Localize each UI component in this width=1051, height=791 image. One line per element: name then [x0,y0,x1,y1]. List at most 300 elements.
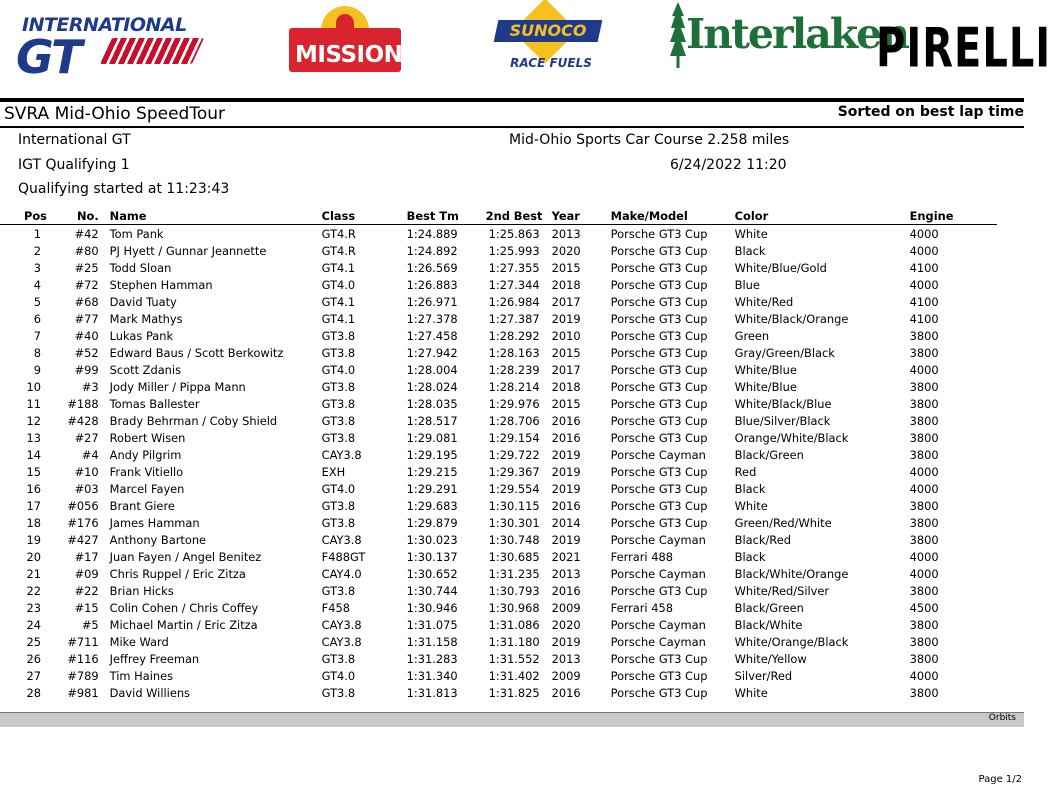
position-cell: 1 [33,226,41,241]
color-cell: Orange/White/Black [734,430,849,445]
best-time-cell: 1:29.081 [406,430,458,445]
make-model-cell: Porsche GT3 Cup [610,260,708,275]
color-cell: White/Orange/Black [734,634,849,649]
year-cell: 2013 [551,651,581,666]
make-model-cell: Porsche GT3 Cup [610,328,708,343]
series-name: International GT [18,132,131,148]
best-time-cell: 1:31.075 [406,617,458,632]
make-model-cell: Porsche GT3 Cup [610,396,708,411]
color-cell: White [734,498,768,513]
class-cell: GT3.8 [321,651,356,666]
driver-name-cell: Colin Cohen / Chris Coffey [109,600,259,615]
session-datetime: 6/24/2022 11:20 [670,157,787,173]
color-cell: Red [734,464,757,479]
table-row [0,548,997,565]
year-cell: 2013 [551,566,581,581]
international-gt-logo: INTERNATIONAL GT [14,12,204,82]
car-number-cell: #5 [81,617,99,632]
second-best-cell: 1:30.748 [488,532,540,547]
driver-name-cell: Jeffrey Freeman [109,651,200,666]
class-cell: F488GT [321,549,366,564]
best-time-cell: 1:28.035 [406,396,458,411]
second-best-cell: 1:29.154 [488,430,540,445]
car-number-cell: #789 [67,668,99,683]
car-number-cell: #10 [74,464,99,479]
engine-cell: 3800 [909,379,939,394]
best-time-cell: 1:27.458 [406,328,458,343]
driver-name-cell: Edward Baus / Scott Berkowitz [109,345,284,360]
tree-icon [670,2,686,70]
driver-name-cell: Brian Hicks [109,583,174,598]
class-cell: GT3.8 [321,345,356,360]
event-title: SVRA Mid-Ohio SpeedTour [4,104,225,124]
driver-name-cell: Jody Miller / Pippa Mann [109,379,246,394]
car-number-cell: #711 [67,634,99,649]
year-cell: 2018 [551,277,581,292]
make-model-cell: Porsche GT3 Cup [610,481,708,496]
make-model-cell: Porsche GT3 Cup [610,311,708,326]
second-best-cell: 1:28.292 [488,328,540,343]
table-row [0,242,997,259]
engine-cell: 3800 [909,515,939,530]
col-header: 2nd Best [486,208,552,225]
title-rule [0,126,1024,128]
car-number-cell: #40 [74,328,99,343]
color-cell: White/Blue [734,379,797,394]
position-cell: 6 [33,311,41,326]
color-cell: Silver/Red [734,668,793,683]
table-row [0,463,997,480]
position-cell: 20 [26,549,41,564]
driver-name-cell: Tim Haines [109,668,174,683]
table-row [0,667,997,684]
table-row [0,633,997,650]
car-number-cell: #176 [67,515,99,530]
make-model-cell: Porsche GT3 Cup [610,464,708,479]
position-cell: 22 [26,583,41,598]
driver-name-cell: Robert Wisen [109,430,186,445]
color-cell: White/Black/Orange [734,311,849,326]
engine-cell: 4000 [909,277,939,292]
year-cell: 2019 [551,532,581,547]
second-best-cell: 1:29.554 [488,481,540,496]
col-header: Year [552,208,608,225]
position-cell: 26 [26,651,41,666]
table-row [0,259,997,276]
footer-band [0,712,1024,727]
position-cell: 23 [26,600,41,615]
class-cell: GT4.R [321,226,356,241]
engine-cell: 4000 [909,226,939,241]
car-number-cell: #981 [67,685,99,700]
second-best-cell: 1:30.685 [488,549,540,564]
position-cell: 7 [33,328,41,343]
best-time-cell: 1:31.813 [406,685,458,700]
color-cell: Blue/Silver/Black [734,413,831,428]
class-cell: GT3.8 [321,379,356,394]
best-time-cell: 1:28.024 [406,379,458,394]
driver-name-cell: Frank Vitiello [109,464,184,479]
class-cell: GT3.8 [321,430,356,445]
car-number-cell: #3 [81,379,99,394]
driver-name-cell: Todd Sloan [109,260,172,275]
best-time-cell: 1:30.137 [406,549,458,564]
car-number-cell: #056 [67,498,99,513]
make-model-cell: Porsche GT3 Cup [610,362,708,377]
make-model-cell: Porsche Cayman [610,447,706,462]
color-cell: Green/Red/White [734,515,832,530]
make-model-cell: Porsche GT3 Cup [610,651,708,666]
year-cell: 2016 [551,413,581,428]
engine-cell: 3800 [909,532,939,547]
class-cell: CAY4.0 [321,566,362,581]
table-row [0,378,997,395]
color-cell: Black/White/Orange [734,566,849,581]
make-model-cell: Porsche GT3 Cup [610,379,708,394]
position-cell: 18 [26,515,41,530]
position-cell: 28 [26,685,41,700]
sponsor-logos [0,0,1051,96]
second-best-cell: 1:31.825 [488,685,540,700]
make-model-cell: Ferrari 488 [610,549,673,564]
class-cell: GT3.8 [321,515,356,530]
position-cell: 25 [26,634,41,649]
driver-name-cell: Michael Martin / Eric Zitza [109,617,258,632]
car-number-cell: #15 [74,600,99,615]
year-cell: 2009 [551,600,581,615]
driver-name-cell: Brant Giere [109,498,175,513]
class-cell: GT4.1 [321,311,356,326]
car-number-cell: #72 [74,277,99,292]
engine-cell: 3800 [909,583,939,598]
car-number-cell: #116 [67,651,99,666]
color-cell: White/Yellow [734,651,807,666]
engine-cell: 3800 [909,430,939,445]
best-time-cell: 1:29.215 [406,464,458,479]
engine-cell: 3800 [909,685,939,700]
position-cell: 14 [26,447,41,462]
year-cell: 2017 [551,294,581,309]
best-time-cell: 1:30.023 [406,532,458,547]
engine-cell: 3800 [909,396,939,411]
second-best-cell: 1:28.163 [488,345,540,360]
make-model-cell: Porsche Cayman [610,617,706,632]
best-time-cell: 1:26.569 [406,260,458,275]
engine-cell: 4100 [909,311,939,326]
second-best-cell: 1:31.235 [488,566,540,581]
best-time-cell: 1:24.892 [406,243,458,258]
color-cell: Black/Green [734,600,804,615]
year-cell: 2014 [551,515,581,530]
engine-cell: 4000 [909,481,939,496]
engine-cell: 4000 [909,243,939,258]
second-best-cell: 1:28.214 [488,379,540,394]
driver-name-cell: Juan Fayen / Angel Benitez [109,549,262,564]
second-best-cell: 1:26.984 [488,294,540,309]
engine-cell: 3800 [909,617,939,632]
table-row [0,310,997,327]
position-cell: 3 [33,260,41,275]
make-model-cell: Porsche GT3 Cup [610,430,708,445]
color-cell: Black [734,481,766,496]
color-cell: Black/Red [734,532,791,547]
driver-name-cell: David Williens [109,685,190,700]
col-header: Class [314,208,404,225]
second-best-cell: 1:29.722 [488,447,540,462]
table-row [0,395,997,412]
table-row [0,650,997,667]
car-number-cell: #27 [74,430,99,445]
make-model-cell: Porsche Cayman [610,634,706,649]
second-best-cell: 1:27.387 [488,311,540,326]
class-cell: GT3.8 [321,413,356,428]
position-cell: 24 [26,617,41,632]
class-cell: GT4.0 [321,362,356,377]
col-header: No. [47,208,99,225]
year-cell: 2020 [551,617,581,632]
make-model-cell: Porsche GT3 Cup [610,345,708,360]
car-number-cell: #188 [67,396,99,411]
table-row [0,429,997,446]
best-time-cell: 1:30.744 [406,583,458,598]
driver-name-cell: David Tuaty [109,294,177,309]
car-number-cell: #427 [67,532,99,547]
second-best-cell: 1:31.180 [488,634,540,649]
year-cell: 2015 [551,396,581,411]
session-name: IGT Qualifying 1 [18,157,130,173]
second-best-cell: 1:27.344 [488,277,540,292]
class-cell: CAY3.8 [321,617,362,632]
driver-name-cell: Lukas Pank [109,328,174,343]
best-time-cell: 1:30.946 [406,600,458,615]
color-cell: Black/Green [734,447,804,462]
class-cell: CAY3.8 [321,532,362,547]
table-row [0,531,997,548]
driver-name-cell: Stephen Hamman [109,277,213,292]
make-model-cell: Porsche GT3 Cup [610,498,708,513]
car-number-cell: #99 [74,362,99,377]
class-cell: GT3.8 [321,328,356,343]
class-cell: GT3.8 [321,583,356,598]
make-model-cell: Porsche GT3 Cup [610,583,708,598]
engine-cell: 3800 [909,634,939,649]
second-best-cell: 1:25.993 [488,243,540,258]
table-row [0,582,997,599]
second-best-cell: 1:28.239 [488,362,540,377]
class-cell: GT3.8 [321,396,356,411]
checkered-swoosh-icon [100,38,204,64]
engine-cell: 4100 [909,294,939,309]
year-cell: 2016 [551,498,581,513]
driver-name-cell: Scott Zdanis [109,362,182,377]
year-cell: 2018 [551,379,581,394]
engine-cell: 4000 [909,668,939,683]
best-time-cell: 1:29.683 [406,498,458,513]
engine-cell: 4000 [909,549,939,564]
best-time-cell: 1:27.942 [406,345,458,360]
year-cell: 2019 [551,481,581,496]
best-time-cell: 1:29.291 [406,481,458,496]
position-cell: 27 [26,668,41,683]
best-time-cell: 1:27.378 [406,311,458,326]
position-cell: 5 [33,294,41,309]
table-row [0,480,997,497]
table-header-row [0,208,997,225]
best-time-cell: 1:29.195 [406,447,458,462]
second-best-cell: 1:25.863 [488,226,540,241]
best-time-cell: 1:29.879 [406,515,458,530]
engine-cell: 3800 [909,413,939,428]
class-cell: GT3.8 [321,498,356,513]
best-time-cell: 1:31.283 [406,651,458,666]
year-cell: 2013 [551,226,581,241]
second-best-cell: 1:30.968 [488,600,540,615]
mission-logo: MISSION [289,6,401,72]
class-cell: CAY3.8 [321,447,362,462]
class-cell: GT4.0 [321,481,356,496]
engine-cell: 4500 [909,600,939,615]
best-time-cell: 1:28.517 [406,413,458,428]
interlaken-logo: Interlaken [670,2,828,72]
second-best-cell: 1:30.793 [488,583,540,598]
car-number-cell: #17 [74,549,99,564]
driver-name-cell: Mark Mathys [109,311,183,326]
best-time-cell: 1:24.889 [406,226,458,241]
col-header: Pos [0,208,47,225]
table-row [0,599,997,616]
color-cell: White/Blue/Gold [734,260,827,275]
driver-name-cell: Chris Ruppel / Eric Zitza [109,566,246,581]
class-cell: GT4.R [321,243,356,258]
driver-name-cell: Anthony Bartone [109,532,207,547]
color-cell: Gray/Green/Black [734,345,835,360]
make-model-cell: Porsche GT3 Cup [610,515,708,530]
best-time-cell: 1:26.883 [406,277,458,292]
position-cell: 19 [26,532,41,547]
second-best-cell: 1:28.706 [488,413,540,428]
col-header: Best Tm [404,208,486,225]
class-cell: GT4.0 [321,668,356,683]
make-model-cell: Porsche Cayman [610,532,706,547]
results-table [0,208,997,701]
year-cell: 2016 [551,430,581,445]
year-cell: 2015 [551,345,581,360]
sort-label: Sorted on best lap time [837,104,1024,120]
best-time-cell: 1:31.158 [406,634,458,649]
driver-name-cell: Tomas Ballester [109,396,200,411]
position-cell: 10 [26,379,41,394]
driver-name-cell: Mike Ward [109,634,169,649]
best-time-cell: 1:31.340 [406,668,458,683]
year-cell: 2009 [551,668,581,683]
position-cell: 4 [33,277,41,292]
class-cell: GT4.1 [321,294,356,309]
position-cell: 13 [26,430,41,445]
color-cell: White/Blue [734,362,797,377]
engine-cell: 3800 [909,328,939,343]
year-cell: 2019 [551,311,581,326]
engine-cell: 4000 [909,464,939,479]
engine-cell: 3800 [909,498,939,513]
engine-cell: 3800 [909,345,939,360]
make-model-cell: Porsche GT3 Cup [610,294,708,309]
driver-name-cell: PJ Hyett / Gunnar Jeannette [109,243,267,258]
engine-cell: 4000 [909,566,939,581]
driver-name-cell: James Hamman [109,515,200,530]
color-cell: Blue [734,277,760,292]
table-row [0,293,997,310]
best-time-cell: 1:28.004 [406,362,458,377]
session-start: Qualifying started at 11:23:43 [18,181,230,197]
table-row [0,497,997,514]
engine-cell: 3800 [909,651,939,666]
color-cell: Green [734,328,770,343]
year-cell: 2020 [551,243,581,258]
driver-name-cell: Marcel Fayen [109,481,185,496]
make-model-cell: Porsche GT3 Cup [610,226,708,241]
second-best-cell: 1:27.355 [488,260,540,275]
car-number-cell: #77 [74,311,99,326]
driver-name-cell: Tom Pank [109,226,164,241]
class-cell: GT4.0 [321,277,356,292]
position-cell: 17 [26,498,41,513]
position-cell: 2 [33,243,41,258]
position-cell: 21 [26,566,41,581]
second-best-cell: 1:30.115 [488,498,540,513]
table-row [0,361,997,378]
position-cell: 15 [26,464,41,479]
best-time-cell: 1:26.971 [406,294,458,309]
table-row [0,616,997,633]
make-model-cell: Porsche GT3 Cup [610,243,708,258]
second-best-cell: 1:31.086 [488,617,540,632]
car-number-cell: #52 [74,345,99,360]
results-body [0,225,997,702]
col-header: Color [732,208,884,225]
col-header: Make/Model [608,208,732,225]
pirelli-logo: PIRELLI [876,18,1051,81]
table-row [0,514,997,531]
best-time-cell: 1:30.652 [406,566,458,581]
table-row [0,412,997,429]
track-name: Mid-Ohio Sports Car Course 2.258 miles [509,132,790,148]
color-cell: White/Black/Blue [734,396,832,411]
position-cell: 16 [26,481,41,496]
year-cell: 2010 [551,328,581,343]
table-row [0,684,997,701]
car-number-cell: #42 [74,226,99,241]
sunoco-logo: SUNOCO RACE FUELS [492,4,612,72]
make-model-cell: Porsche GT3 Cup [610,685,708,700]
table-row [0,276,997,293]
engine-cell: 4100 [909,260,939,275]
engine-cell: 4000 [909,362,939,377]
car-number-cell: #4 [81,447,99,462]
car-number-cell: #25 [74,260,99,275]
car-number-cell: #80 [74,243,99,258]
year-cell: 2019 [551,634,581,649]
car-number-cell: #22 [74,583,99,598]
color-cell: Black [734,243,766,258]
position-cell: 12 [26,413,41,428]
make-model-cell: Porsche GT3 Cup [610,277,708,292]
class-cell: CAY3.8 [321,634,362,649]
car-number-cell: #03 [74,481,99,496]
year-cell: 2021 [551,549,581,564]
year-cell: 2015 [551,260,581,275]
year-cell: 2019 [551,447,581,462]
second-best-cell: 1:31.552 [488,651,540,666]
